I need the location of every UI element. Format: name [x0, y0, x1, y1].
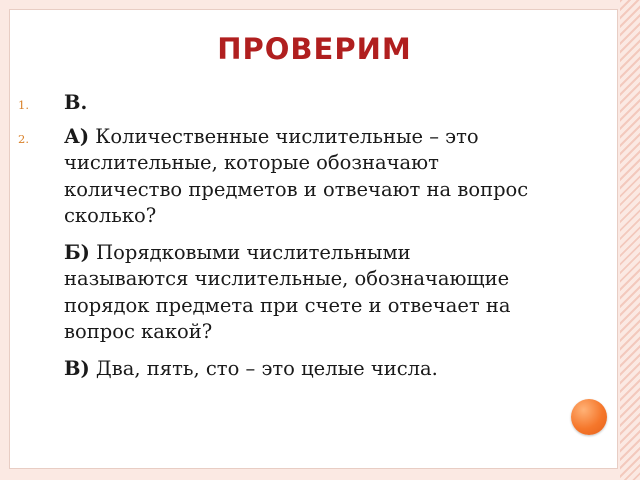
answer-text: В.	[64, 91, 88, 114]
background-stripe-pattern	[620, 0, 640, 480]
paragraph-label: Б)	[64, 240, 90, 264]
list-number: 1.	[18, 98, 29, 112]
paragraph-text: Два, пять, сто – это целые числа.	[89, 356, 438, 380]
list-number: 2.	[18, 131, 29, 146]
paragraph-b	[64, 240, 534, 346]
slide-content	[18, 90, 534, 382]
paragraph-a	[64, 124, 534, 230]
slide-title: ПРОВЕРИМ	[217, 32, 412, 66]
paragraph-label: В)	[64, 356, 90, 380]
paragraph-label: А)	[64, 124, 90, 148]
orange-circle-decoration	[571, 399, 607, 435]
list-item	[18, 90, 534, 117]
paragraph-c	[64, 356, 534, 383]
list-item	[18, 124, 534, 383]
paragraph-text: Количественные числительные – это числительные, которые обозначают количество предметов и отвечают на вопрос сколько?	[64, 124, 529, 227]
slide	[9, 9, 618, 469]
paragraph-text: Порядковыми числительными называются числительные, обозначающие порядок предмета при счете и отвечает на вопрос какой?	[64, 240, 511, 343]
